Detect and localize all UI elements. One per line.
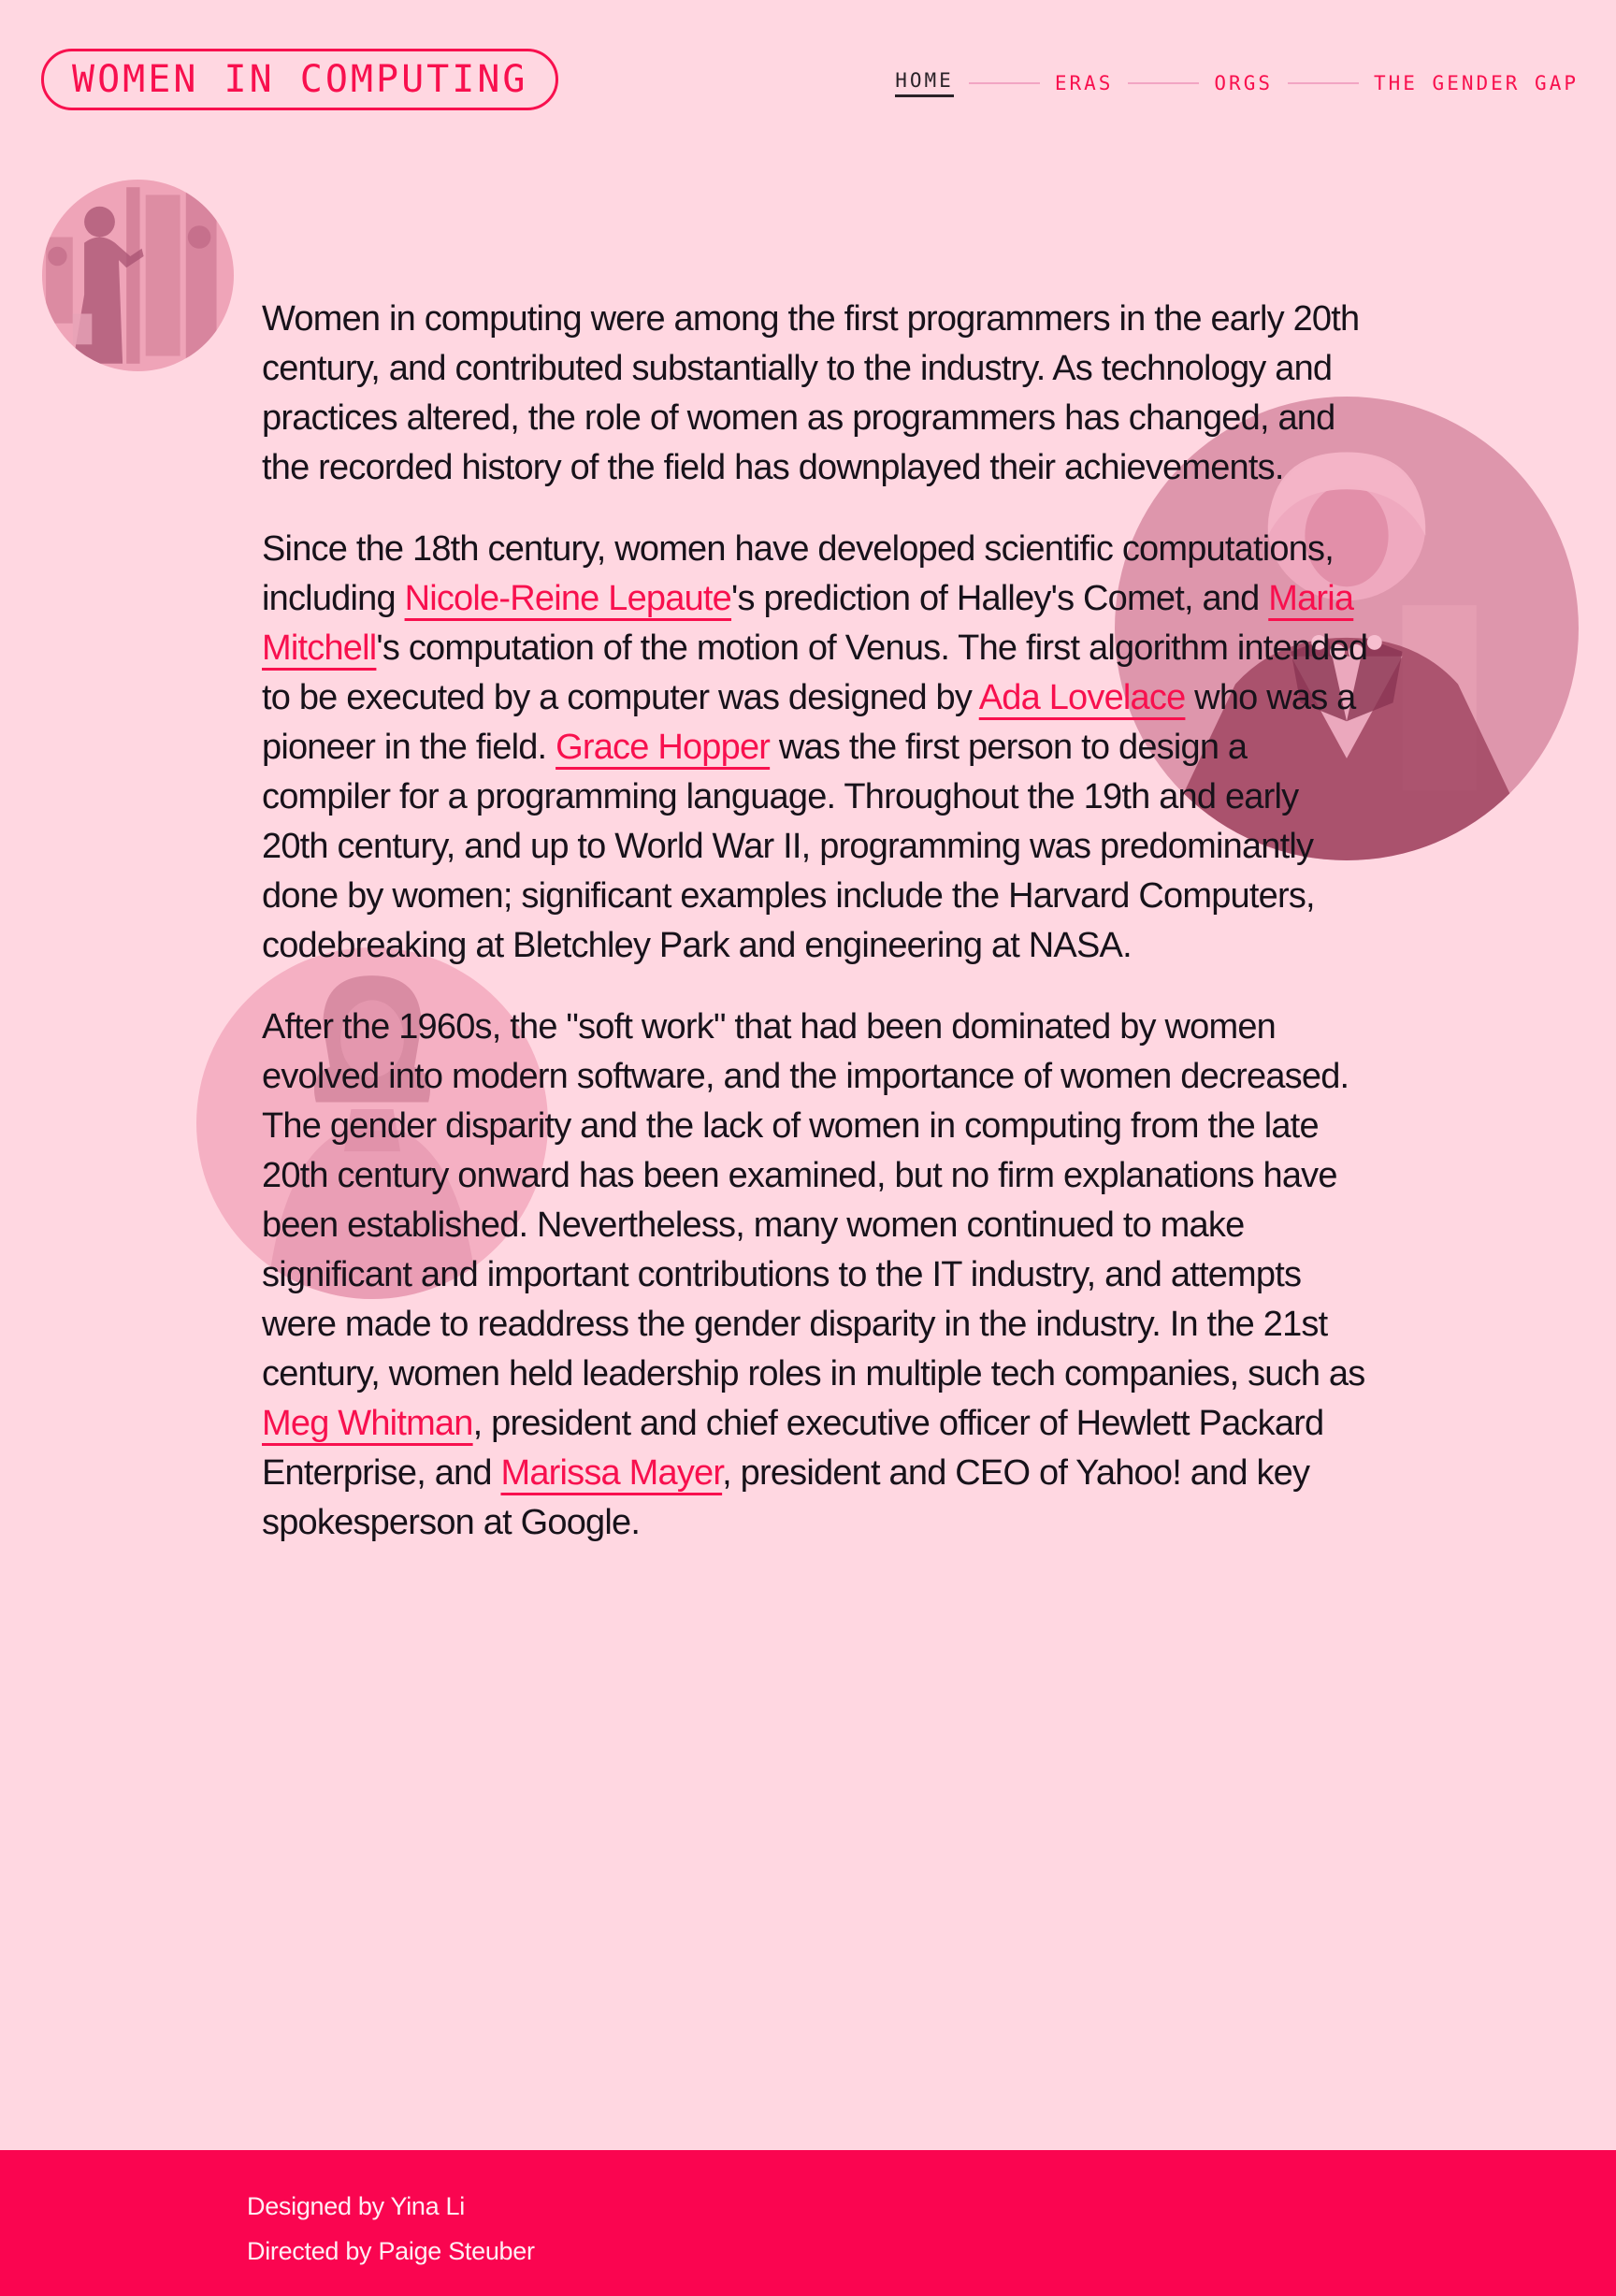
- paragraph: Women in computing were among the first programmers in the early 20th century, and contributed substantially to the industry. As technology and practices altered, the role of women as programmers has changed, and the recorded history of the field has downplayed their achievements.: [262, 299, 1360, 487]
- paragraph: After the 1960s, the "soft work" that had been dominated by women evolved into modern software, and the importance of women decreased. The gender disparity and the lack of women in computing from the late 20th century onward has been examined, but no firm explanations have been established. Nevertheless, many women continued to make significant and important contributions to the IT industry, and attempts were made to readdress the gender disparity in the industry. In the 21st century, women held leadership roles in multiple tech companies, such as Meg Whitman, president and chief executive officer of Hewlett Packard Enterprise, and Marissa Mayer, president and CEO of Yahoo! and key spokesperson at Google.: [262, 1007, 1365, 1542]
- nav-separator: [969, 82, 1040, 84]
- main-nav: [895, 67, 1579, 99]
- footer: [0, 2150, 1616, 2296]
- inline-link-nicole-reine-lepaute[interactable]: Nicole-Reine Lepaute: [404, 579, 732, 618]
- nav-separator: [1288, 82, 1359, 84]
- paragraph: Since the 18th century, women have developed scientific computations, including Nicole-Reine Lepaute's prediction of Halley's Comet, and Maria Mitchell's computation of the motion of Venus. The first algorithm intended to be executed by a computer was designed by Ada Lovelace who was a pioneer in the field. Grace Hopper was the first person to design a compiler for a programming language. Throughout the 19th and early 20th century, and up to World War II, programming was predominantly done by women; significant examples include the Harvard Computers, codebreaking at Bletchley Park and engineering at NASA.: [262, 529, 1368, 965]
- nav-item-the-gender-gap[interactable]: THE GENDER GAP: [1373, 72, 1579, 94]
- nav-item-orgs[interactable]: ORGS: [1214, 72, 1273, 94]
- credit-director: Directed by Paige Steuber: [247, 2237, 535, 2265]
- credit-designer: Designed by Yina Li: [247, 2192, 465, 2220]
- nav-item-home[interactable]: HOME: [895, 69, 954, 97]
- inline-link-grace-hopper[interactable]: Grace Hopper: [556, 728, 771, 767]
- nav-separator: [1128, 82, 1199, 84]
- inline-link-maria-mitchell[interactable]: Maria Mitchell: [262, 579, 1354, 668]
- inline-link-marissa-mayer[interactable]: Marissa Mayer: [500, 1453, 723, 1493]
- inline-link-meg-whitman[interactable]: Meg Whitman: [262, 1404, 473, 1443]
- grace-hopper-console-photo: [42, 180, 234, 371]
- nav-item-eras[interactable]: ERAS: [1054, 72, 1114, 94]
- inline-link-ada-lovelace[interactable]: Ada Lovelace: [978, 678, 1186, 717]
- site-logo[interactable]: WOMEN IN COMPUTING: [41, 49, 558, 110]
- article: [262, 295, 1370, 1548]
